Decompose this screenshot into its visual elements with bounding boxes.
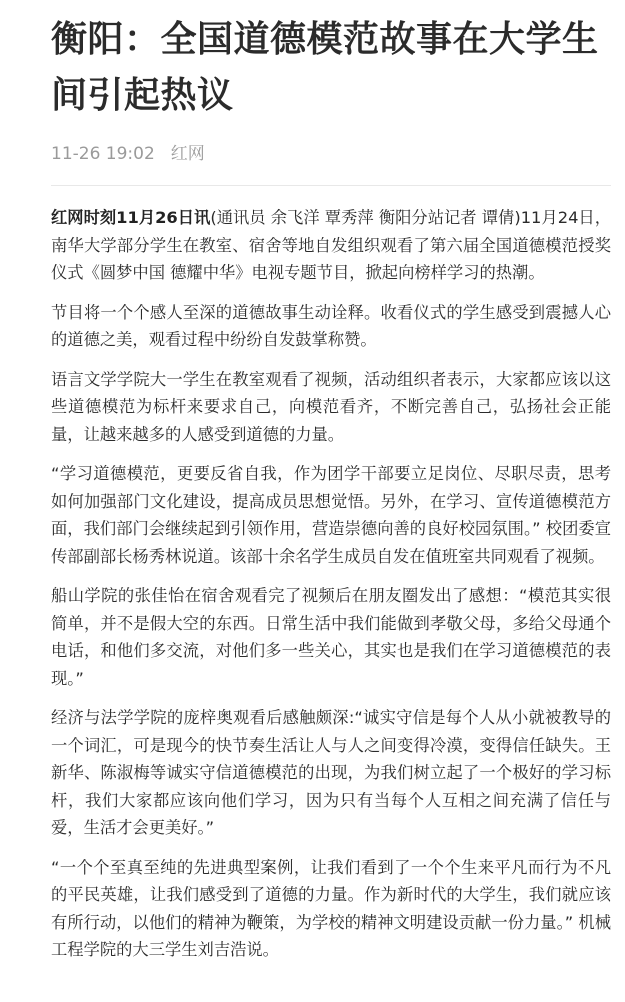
source-link[interactable]: 红网 — [170, 144, 205, 164]
publish-date: 11-26 19:02 — [51, 144, 155, 164]
article-body — [51, 204, 611, 964]
paragraph-7: “一个个至真至纯的先进典型案例，让我们看到了一个个生来平凡而行为不凡的平民英雄，让我们感受到了道德的力量。作为新时代的大学生，我们就应该有所行动，以他们的精神为鞭策，为学校的精神文明建设贡献一份力量。” 机械工程学院的大三学生刘吉浩说。 — [51, 857, 611, 959]
paragraph-6: 经济与法学学院的庞梓奥观看后感触颇深:“诚实守信是每个人从小就被教导的一个词汇，可是现今的快节奏生活让人与人之间变得冷漠，变得信任缺失。王新华、陈淑梅等诚实守信道德模范的出现，为我们树立起了一个极好的学习标杆，我们大家都应该向他们学习，因为只有当每个人互相之间充满了信任与爱，生活才会更美好。” — [51, 708, 611, 837]
paragraph-1 — [51, 204, 611, 287]
paragraph-2: 节目将一个个感人至深的道德故事生动诠释。收看仪式的学生感受到震撼人心的道德之美，观看过程中纷纷自发鼓掌称赞。 — [51, 302, 611, 349]
article-title: 衡阳：全国道德模范故事在大学生间引起热议 — [51, 19, 599, 116]
paragraph-5: 船山学院的张佳怡在宿舍观看完了视频后在朋友圈发出了感想：“模范其实很简单，并不是假大空的东西。日常生活中我们能做到孝敬父母，多给父母通个电话，和他们多交流，对他们多一些关心，其实也是我们在学习道德模范的表现。” — [51, 586, 611, 688]
paragraph-4: “学习道德模范，更要反省自我，作为团学干部要立足岗位、尽职尽责，思考如何加强部门文化建设，提高成员思想觉悟。另外，在学习、宣传道德模范方面，我们部门会继续起到引领作用，营造崇德向善的良好校园氛围。” 校团委宣传部副部长杨秀林说道。该部十余名学生成员自发在值班室共同观看了视频。 — [51, 464, 611, 566]
lead-text: 红网时刻11月26日讯 — [51, 208, 211, 227]
paragraph-1-text: (通讯员 余飞洋 覃秀萍 衡阳分站记者 谭倩)11月24日，南华大学部分学生在教室、宿舍等地自发组织观看了第六届全国道德模范授奖仪式《圆梦中国 德耀中华》电视专题节目，掀起向榜样学习的热潮。 — [51, 208, 612, 282]
article-meta — [51, 142, 611, 166]
divider — [51, 185, 611, 186]
paragraph-3: 语言文学学院大一学生在教室观看了视频，活动组织者表示，大家都应该以这些道德模范为标杆来要求自己，向模范看齐，不断完善自己，弘扬社会正能量，让越来越多的人感受到道德的力量。 — [51, 369, 611, 444]
